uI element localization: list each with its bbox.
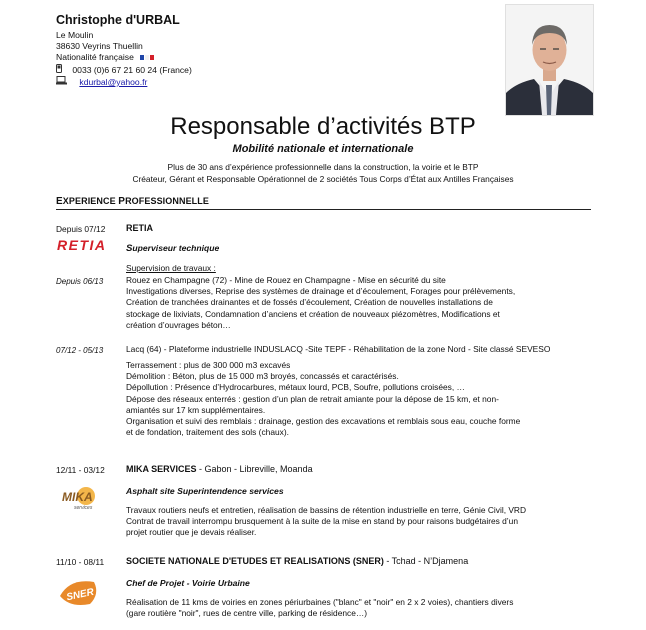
svg-text:MIKA: MIKA — [62, 490, 93, 504]
candidate-name: Christophe d'URBAL — [56, 13, 180, 27]
mika-logo — [56, 484, 112, 517]
intro-line-2: Créateur, Gérant et Responsable Opérationnel de 2 sociétés Tous Corps d’État aux Antilles Françaises — [132, 174, 514, 184]
sner-logo — [56, 576, 102, 615]
email-icon — [56, 76, 77, 88]
mika-role: Asphalt site Superintendence services — [126, 486, 284, 496]
cv-title: Responsable d’activités BTP — [170, 113, 476, 140]
nationality-line — [56, 52, 154, 63]
retia-supervision-label: Supervision de travaux : — [126, 263, 216, 273]
phone-line — [56, 64, 192, 76]
mika-company: MIKA SERVICES - Gabon - Libreville, Moanda — [126, 464, 313, 474]
sner-text: Réalisation de 11 kms de voiries en zones périurbaines ("blanc" et "noir" en 2 x 2 voies), chantiers divers (gare routière "noir", rues de centre ville, parking de résidence…) — [126, 597, 514, 619]
address-line-1: Le Moulin — [56, 30, 94, 40]
candidate-photo — [505, 4, 594, 116]
mika-date: 12/11 - 03/12 — [56, 465, 105, 475]
retia-sub2-date: 07/12 - 05/13 — [56, 346, 104, 355]
nationality-text: Nationalité française — [56, 52, 134, 62]
email-link[interactable]: kdurbal@yahoo.fr — [79, 77, 148, 87]
sner-date: 11/10 - 08/11 — [56, 557, 105, 567]
intro-line-1: Plus de 30 ans d’expérience professionnelle dans la construction, la voirie et le BTP — [167, 162, 479, 172]
svg-text:SNER: SNER — [65, 586, 95, 604]
email-line — [56, 76, 147, 88]
phone-number: 0033 (0)6 67 21 60 24 (France) — [72, 65, 192, 75]
sner-role: Chef de Projet - Voirie Urbaine — [126, 578, 250, 588]
section-heading-experience: EXPERIENCE PROFESSIONNELLE — [56, 196, 591, 210]
cv-subtitle: Mobilité nationale et internationale — [232, 143, 414, 155]
svg-text:services: services — [74, 505, 93, 511]
retia-role: Superviseur technique — [126, 243, 220, 254]
svg-text:RETIA: RETIA — [57, 237, 107, 253]
retia-sub1-text: Rouez en Champagne (72) - Mine de Rouez en Champagne - Mise en sécurité du site Investigations diverses, Reprise des systèmes de drainage et d’écoulement, Forages pour prélèvements, Création de tranchées drainantes et de fossés d’écoulement, Création de nouvelles installations de stockage de lixiviats, Condamnation d’anciens et création de nouveaux piézomètres, Modifications et création d’ouvrages béton… — [126, 275, 516, 330]
retia-sub1-date: Depuis 06/13 — [56, 277, 104, 286]
retia-sub2-heading: Lacq (64) - Plateforme industrielle INDUSLACQ -Site TEPF - Réhabilitation de la zone Nord - Site classé SEVESO — [126, 344, 551, 354]
retia-date: Depuis 07/12 — [56, 224, 106, 234]
phone-icon — [56, 64, 70, 76]
french-flag-icon — [139, 52, 154, 62]
address-line-2: 38630 Veyrins Thuellin — [56, 41, 143, 51]
retia-sub2-text: Terrassement : plus de 300 000 m3 excavés Démolition : Béton, plus de 15 000 m3 broyés, concassés et caractérisés. Dépollution : Présence d’Hydrocarbures, métaux lourd, PCB, Soufre, pollutions croisées, … Dépose des réseaux enterrés : gestion d’un plan de retrait amiante pour la dépose de 15 km, et non- amiantés sur 17 km supplémentaires. Organisation et suivi des remblais : drainage, gestion des excavations et remblais sous eau, couche forme et de fondation, traitement des sols (chaux). — [126, 360, 521, 438]
retia-logo — [56, 237, 122, 258]
sner-company: SOCIETE NATIONALE D'ETUDES ET REALISATIONS (SNER) - Tchad - N’Djamena — [126, 556, 469, 566]
mika-text: Travaux routiers neufs et entretien, réalisation de bassins de rétention industrielle en terre, Génie Civil, VRD Contrat de travail interrompu brusquement à la suite de la mise en stand by pour raisons budgétaires d’un projet routier que je devais réaliser. — [126, 505, 527, 538]
retia-company: RETIA — [126, 223, 153, 233]
